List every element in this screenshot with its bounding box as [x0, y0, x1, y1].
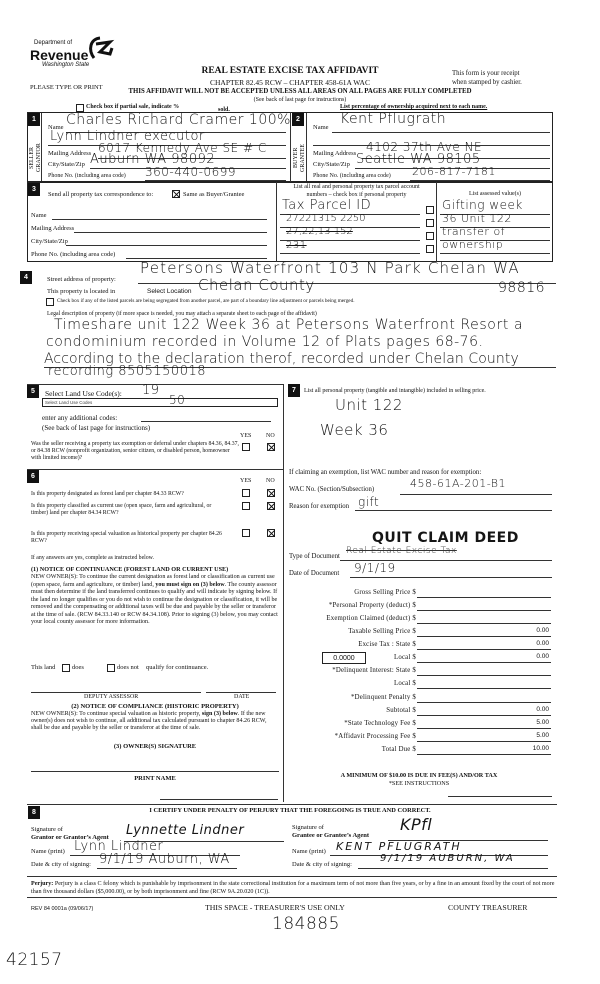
wac-value[interactable]: 458-61A-201-B1 [410, 477, 506, 490]
agency-line-1: Department of [34, 40, 73, 46]
assessor-date-label: DATE [234, 694, 250, 700]
section-4-badge: 4 [20, 271, 32, 284]
form-chapter: CHAPTER 82.45 RCW – CHAPTER 458-61A WAC [210, 78, 370, 87]
personal-property-checkbox[interactable] [426, 232, 434, 240]
exemption-question: Was the seller receiving a property tax exemption or deferral under chapters 84.36, 84.37, or 84.38 RCW (nonprofit organization, senior citizen, or disabled person, homeowner with limited income)? [31, 441, 239, 462]
segregated-label: Check box if any of the listed parcels are being segregated from another parcel, are part of a boundary line adjustment or parcels being merged. [57, 298, 355, 304]
agency-line-2: Revenue [30, 47, 89, 63]
exemption-yes-checkbox[interactable] [242, 443, 250, 451]
fee-value[interactable]: 5.00 [536, 719, 549, 726]
notice2-title: (2) NOTICE OF COMPLIANCE (HISTORIC PROPERTY) [71, 703, 239, 710]
parcel-id[interactable]: 27,22,13 152 [286, 226, 353, 237]
owner-signature-label: (3) OWNER(S) SIGNATURE [113, 743, 197, 750]
exemption-no-checkbox[interactable] [267, 443, 275, 451]
fee-label: *Personal Property (deduct) $ [328, 602, 416, 609]
assessor-date-line[interactable] [206, 692, 276, 693]
parcels-header-1: List all real and personal property tax parcel account [293, 184, 420, 190]
fee-value[interactable]: 0.00 [536, 706, 549, 713]
fee-label: Local $ [394, 680, 416, 687]
doc-type-label: Type of Document [289, 553, 340, 560]
grantee-date[interactable]: 9/1/19 AUBURN, WA [380, 853, 515, 864]
corr-city-label: City/State/Zip [31, 238, 68, 245]
form-title: REAL ESTATE EXCISE TAX AFFIDAVIT [201, 66, 379, 76]
legal-line-4[interactable]: recording 8505150018 [48, 364, 207, 379]
seller-address-value[interactable]: 6017 Kennedy Ave SE # C [98, 141, 267, 155]
personal-property-line-1[interactable]: Unit 122 [335, 396, 403, 414]
fee-value[interactable]: 10.00 [532, 745, 549, 752]
zip-value[interactable]: 98816 [498, 280, 546, 296]
grantee-sig-label-1: Signature of [292, 824, 324, 831]
personal-property-checkbox[interactable] [426, 245, 434, 253]
fee-value[interactable]: 0.00 [536, 640, 549, 647]
corr-phone-label: Phone No. (including area code) [31, 251, 116, 258]
certification-statement: I CERTIFY UNDER PENALTY OF PERJURY THAT THE FOREGOING IS TRUE AND CORRECT. [149, 807, 431, 814]
grantor-date[interactable]: 9/1/19 Auburn, WA [99, 852, 230, 867]
this-land-label: This land [31, 664, 56, 671]
doc-type-struck: Real Estate Excise Tax [346, 546, 457, 556]
fee-label: *Delinquent Penalty $ [351, 694, 416, 701]
personal-property-label: List all personal property (tangible and intangible) included in selling price. [304, 388, 486, 394]
owner-signature-line[interactable] [31, 771, 279, 772]
parcels-header-2: numbers – check box if personal property [306, 192, 407, 198]
fee-label: Gross Selling Price $ [354, 589, 416, 596]
agency-line-3: Washington State [42, 62, 90, 68]
rev-code: REV 84 0001a (09/06/17) [31, 906, 94, 912]
buyer-address-value[interactable]: 4102 37th Ave NE [366, 140, 483, 154]
land-use-code-1[interactable]: 19 [142, 383, 160, 398]
fee-label: *Delinquent Interest: State $ [332, 667, 416, 674]
if-yes-note: If any answers are yes, complete as instructed below. [31, 555, 154, 561]
assessed-header: List assessed value(s) [469, 191, 521, 197]
section-2-badge: 2 [292, 113, 304, 126]
grantor-signature[interactable]: Lynnette Lindner [126, 823, 245, 838]
notice2-text-a: NEW OWNER(S): To continue special valuation as historic property, [31, 711, 201, 717]
designation-question-text: Is this property classified as current use (open space, farm and agricultural, or timber) land per chapter 84.34 RCW? [31, 503, 212, 517]
does-qualify-checkbox[interactable] [62, 664, 70, 672]
does-not-qualify-checkbox[interactable] [107, 664, 115, 672]
assessed-value[interactable]: 36 Unit 122 [442, 212, 512, 225]
reason-value[interactable]: gift [358, 495, 380, 509]
reason-label: Reason for exemption [289, 503, 350, 510]
section-5-badge: 5 [27, 385, 39, 398]
section-7-badge: 7 [288, 384, 300, 397]
buyer-name-value[interactable]: Kent Pflugrath [340, 111, 447, 127]
grantee-name-label: Name (print) [292, 848, 326, 855]
designation-yes-checkbox[interactable] [242, 529, 250, 537]
personal-property-line-2[interactable]: Week 36 [320, 421, 389, 439]
assessed-value[interactable]: Gifting week [442, 198, 523, 212]
street-address-value[interactable]: Petersons Waterfront 103 N Park Chelan WA [140, 259, 520, 277]
fee-value[interactable]: 0.00 [536, 627, 549, 634]
acceptance-warning: THIS AFFIDAVIT WILL NOT BE ACCEPTED UNLESS ALL AREAS ON ALL PAGES ARE FULLY COMPLETED [128, 88, 472, 95]
does-label: does [72, 664, 84, 671]
sold-label: sold. [218, 107, 230, 113]
buyer-city-label: City/State/Zip [313, 161, 350, 168]
seller-city-value[interactable]: Auburn WA 98092 [90, 152, 216, 167]
seller-name-value[interactable]: Charles Richard Cramer 100% [66, 112, 291, 128]
seller-phone-value[interactable]: 360-440-0699 [145, 165, 237, 179]
designation-no-checkbox[interactable] [267, 489, 275, 497]
see-instructions: *SEE INSTRUCTIONS [388, 780, 450, 787]
buyer-phone-label: Phone No. (including area code) [313, 173, 391, 179]
send-correspondence-label: Send all property tax correspondence to: [48, 191, 154, 198]
personal-property-checkbox[interactable] [426, 206, 434, 214]
grantor-sig-label-1: Signature of [31, 826, 63, 833]
minimum-note: A MINIMUM OF $10.00 IS DUE IN FEE(S) AND/OR TAX [340, 772, 498, 779]
grantor-sig-label-2: Grantor or Grantor’s Agent [31, 834, 109, 841]
buyer-rail-label: BUYER GRANTEE [293, 144, 306, 172]
legal-line-1[interactable]: Timeshare unit 122 Week 36 at Petersons Waterfront Resort a [54, 317, 524, 333]
additional-codes-label: enter any additional codes: [42, 414, 118, 422]
grantor-name-label: Name (print) [31, 848, 65, 855]
buyer-phone-value[interactable]: 206-817-7181 [412, 165, 496, 178]
grantee-name[interactable]: KENT PFLUGRATH [336, 840, 462, 853]
receipt-note-1: This form is your receipt [452, 70, 520, 77]
designation-no-label: NO [266, 478, 275, 484]
section-8-badge: 8 [28, 806, 40, 819]
exemption-yes-label: YES [240, 433, 252, 439]
land-use-select[interactable] [42, 393, 278, 407]
fee-label: Local $ [394, 654, 416, 661]
designation-yes-checkbox[interactable] [242, 489, 250, 497]
personal-property-checkbox[interactable] [426, 219, 434, 227]
parcel-id[interactable]: 231 [286, 240, 307, 251]
instructions-note: (See back of last page for instructions) [253, 97, 347, 103]
land-use-select-placeholder: Select Land Use Codes [45, 400, 93, 405]
fee-label: Exemption Claimed (deduct) $ [326, 615, 416, 622]
local-rate-box[interactable]: 0.0000 [322, 652, 366, 664]
grantor-date-label: Date & city of signing: [31, 861, 91, 868]
fee-value[interactable]: 5.00 [536, 732, 549, 739]
grantee-date-label: Date & city of signing: [292, 861, 352, 868]
fee-label: *Affidavit Processing Fee $ [334, 733, 416, 740]
seller-name-label: Name [48, 124, 64, 131]
dor-logo [30, 38, 120, 74]
located-in-label: This property is located in [47, 288, 116, 295]
qualify-label: qualify for continuance. [146, 664, 209, 671]
notice1-bold: you must sign on (3) below [155, 581, 225, 588]
section-1-badge: 1 [28, 113, 40, 126]
partial-sale-checkbox[interactable] [76, 104, 84, 112]
perjury-notice [31, 880, 561, 896]
parcel-id[interactable]: 27221315 2250 [286, 213, 366, 224]
deputy-assessor-line[interactable] [31, 692, 201, 693]
print-name-line[interactable] [160, 799, 278, 800]
print-name-label: PRINT NAME [134, 775, 176, 782]
buyer-address-label: Mailing Address [313, 150, 357, 157]
fee-value[interactable]: 0.00 [536, 653, 549, 660]
fee-label: Subtotal $ [386, 707, 416, 714]
grantee-sig-label-2: Grantee or Grantee’s Agent [292, 832, 370, 839]
designation-no-checkbox[interactable] [267, 502, 275, 510]
parcel-id[interactable]: Tax Parcel ID [282, 198, 372, 213]
doc-date-value[interactable]: 9/1/19 [354, 561, 396, 575]
designation-yes-checkbox[interactable] [242, 502, 250, 510]
notice2-text-b: . If the new owner(s) does not wish to continue, all additional tax calculated pursuant to chapter 84.26 RCW, shall be due and payable by the seller or transferor at the time of sale. [31, 711, 267, 731]
designation-no-checkbox[interactable] [267, 529, 275, 537]
dor-swoosh-icon [86, 36, 116, 62]
notice1-text-b: . The county assessor must then determine if the land transferred continues to qualify and will indicate by signing below. If the land no longer qualifies or you do not wish to continue the designation or classification, it will be removed and the compensating or additional taxes will be due and payable by the seller or transferor at the time of sale. (RCW 84.33.140 or RCW 84.34.108). Prior to signing (3) below, you may contact your local county assessor for more information. [31, 581, 278, 625]
perjury-text: Perjury is a class C felony which is punishable by imprisonment in the state correctional institution for a maximum term of not more than five years, or by a fine in an amount fixed by the court of not more than five thousand dollars ($5,000.00), or by both imprisonment and fine (RCW 9A.20.020 (1C)). [31, 881, 555, 895]
seller-rail-label: SELLER GRANTOR [29, 143, 42, 173]
fee-label: Total Due $ [381, 746, 416, 753]
does-not-label: does not [117, 664, 139, 671]
street-address-label: Street address of property: [47, 276, 116, 283]
doc-date-label: Date of Document [289, 570, 340, 577]
exemption-claim-label: If claiming an exemption, list WAC number and reason for exemption: [289, 469, 482, 476]
select-location-label: Select Location [147, 288, 192, 295]
section-6-badge: 6 [27, 470, 39, 483]
legal-line-3[interactable]: According to the declaration therof, recorded under Chelan County [44, 351, 519, 367]
stamp-number: 184885 [272, 914, 340, 934]
county-treasurer-label: COUNTY TREASURER [448, 903, 528, 912]
perjury-bold: Perjury: [31, 881, 54, 887]
same-as-buyer-checkbox[interactable] [172, 190, 180, 198]
assessed-value[interactable]: ownership [442, 238, 504, 251]
partial-sale-label: Check box if partial sale, indicate % [86, 104, 180, 110]
legal-line-2[interactable]: condominium recorded in Volume 12 of Plats pages 68-76. [46, 334, 484, 350]
corr-address-label: Mailing Address [31, 225, 75, 232]
receipt-note-2: when stamped by cashier. [452, 79, 522, 86]
seller-address-label: Mailing Address [48, 150, 92, 157]
exemption-no-label: NO [266, 433, 275, 439]
ownership-note: List percentage of ownership acquired next to each name. [340, 104, 488, 110]
assessed-value[interactable]: transfer of [442, 225, 506, 238]
notice1-title: (1) NOTICE OF CONTINUANCE (FOREST LAND OR CURRENT USE) [31, 566, 229, 573]
seller-name-line2[interactable]: Lynn Lindner executor [50, 129, 205, 144]
please-type-label: PLEASE TYPE OR PRINT [30, 84, 103, 91]
designation-question-text: Is this property designated as forest land per chapter 84.33 RCW? [31, 491, 184, 497]
seller-city-label: City/State/Zip [48, 161, 85, 168]
legal-description-label: Legal description of property (if more space is needed, you may attach a separate sheet to each page of the affidavit) [47, 311, 317, 317]
buyer-city-value[interactable]: Seattle WA 98105 [356, 152, 481, 167]
grantor-name[interactable]: Lynn Lindner [74, 839, 164, 854]
segregated-checkbox[interactable] [46, 298, 54, 306]
land-use-instructions: (See back of last page for instructions) [42, 424, 151, 432]
fee-label: Taxable Selling Price $ [348, 628, 416, 635]
treasurer-use-label: THIS SPACE - TREASURER'S USE ONLY [205, 903, 345, 912]
notice2-bold: sign (3) below [201, 711, 238, 717]
fee-label: *State Technology Fee $ [344, 720, 416, 727]
notice1-text-a: NEW OWNER(S): To continue the current designation as forest land or classification as current use (open space, farm and agriculture, or timber) land, [31, 574, 275, 588]
land-use-code-2: 50 [169, 393, 186, 407]
corr-name-label: Name [31, 212, 47, 219]
doc-type-value[interactable]: QUIT CLAIM DEED [372, 530, 519, 546]
deputy-assessor-label: DEPUTY ASSESSOR [84, 694, 139, 700]
land-use-label: Select Land Use Code(s): [45, 389, 122, 398]
same-as-buyer-label: Same as Buyer/Grantee [183, 191, 245, 198]
wac-label: WAC No. (Section/Subsection) [289, 486, 375, 493]
margin-number: 42157 [6, 950, 63, 970]
designation-question-text: Is this property receiving special valuation as historical property per chapter 84.26 RCW? [31, 531, 222, 545]
designation-yes-label: YES [240, 478, 252, 484]
section-3-badge: 3 [28, 183, 40, 196]
grantee-signature[interactable]: KPfl [400, 815, 433, 834]
seller-phone-label: Phone No. (including area code) [48, 173, 126, 179]
fee-label: Excise Tax : State $ [358, 641, 416, 648]
buyer-name-label: Name [313, 124, 329, 131]
location-value[interactable]: Chelan County [198, 276, 315, 294]
